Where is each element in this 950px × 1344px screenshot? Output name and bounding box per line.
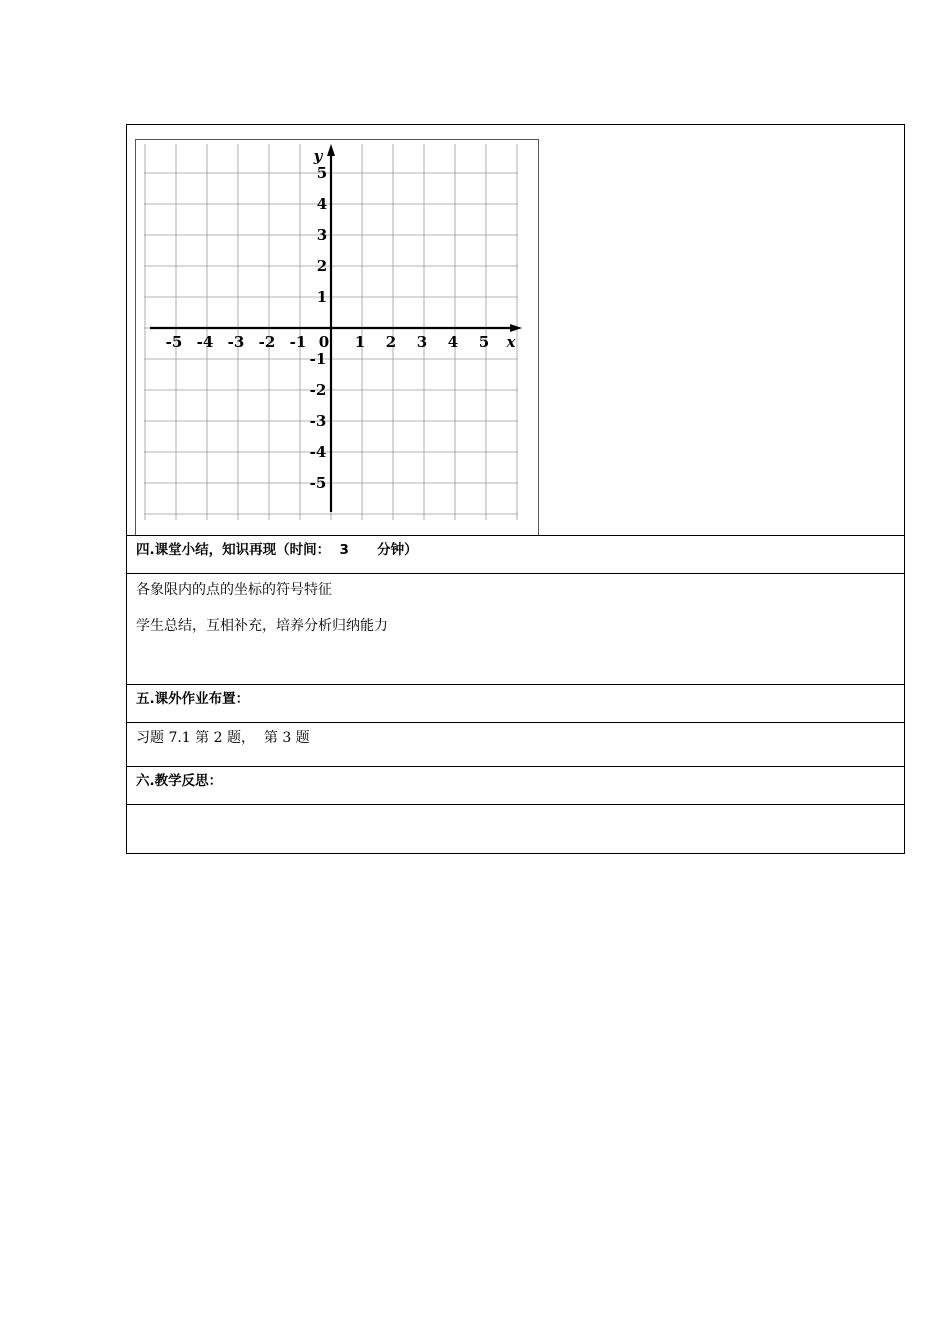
y-tick-label: 4 [316,195,328,213]
reflection-body [127,804,904,853]
x-tick-label: -1 [289,333,307,351]
x-tick-label: -3 [227,333,245,351]
origin-label: 0 [318,333,330,351]
y-tick-label: -5 [309,474,327,492]
y-tick-label: -2 [309,381,327,399]
x-tick-label: 5 [478,333,490,351]
y-tick-label: 3 [316,226,328,244]
homework-line-1: 习题 7.1 第 2 题， 第 3 题 [136,730,310,746]
x-tick-label: 3 [416,333,428,351]
reflection-heading: 六.教学反思： [127,766,904,804]
y-axis-arrow [327,144,335,156]
summary-line-2: 学生总结，互相补充，培养分析归纳能力 [136,618,388,634]
x-tick-label: 2 [385,333,397,351]
y-tick-label: 1 [316,288,328,306]
homework-heading: 五.课外作业布置： [127,684,904,722]
graph-row [127,125,904,535]
y-tick-label: -1 [309,350,327,368]
x-tick-label: 4 [447,333,459,351]
lesson-plan-table [126,124,905,854]
x-axis-arrow [510,324,522,332]
y-tick-label: -4 [309,443,327,461]
coordinate-grid [135,139,539,535]
x-tick-label: -2 [258,333,276,351]
x-tick-label: -5 [165,333,183,351]
y-tick-label: -3 [309,412,327,430]
summary-body [127,573,904,684]
x-tick-label: -4 [196,333,214,351]
y-tick-label: 2 [316,257,328,275]
coordinate-plane-svg [136,140,538,536]
summary-line-1: 各象限内的点的坐标的符号特征 [136,582,332,598]
summary-heading: 四.课堂小结，知识再现（时间： 3 分钟） [127,535,904,573]
x-tick-label: 1 [354,333,366,351]
y-axis-label: y [313,147,323,165]
x-axis-label: x [506,333,516,351]
homework-body [127,722,904,766]
y-tick-label: 5 [316,164,328,182]
